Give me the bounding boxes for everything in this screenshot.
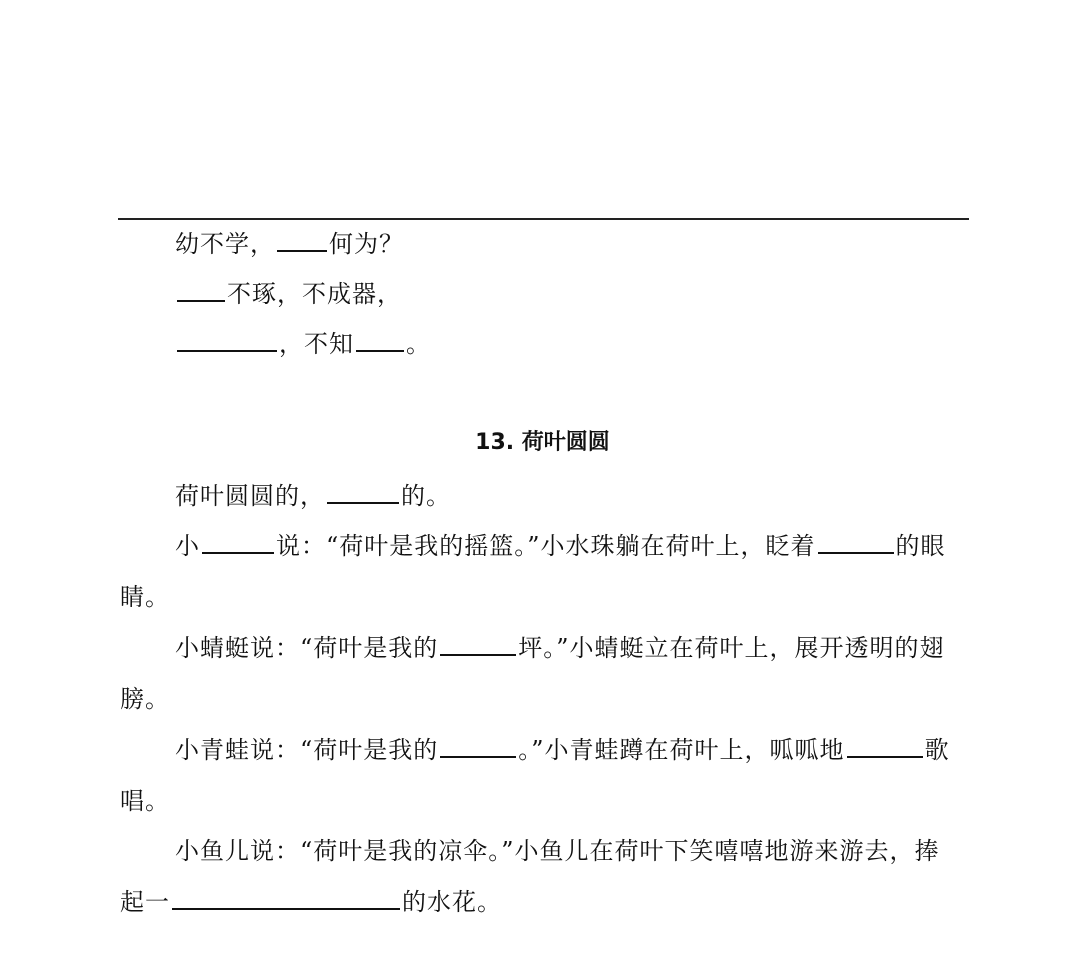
fill-blank[interactable] — [440, 734, 516, 758]
paragraph-text: 小鱼儿说：“荷叶是我的凉伞。”小鱼儿在荷叶下笑嘻嘻地游来游去，捧 — [175, 837, 940, 865]
paragraph-4-cont — [120, 786, 170, 816]
poem-text: ，不知 — [279, 330, 354, 358]
fill-blank[interactable] — [202, 530, 274, 554]
paragraph-text: 小青蛙说：“荷叶是我的 — [175, 736, 439, 764]
poem-line-3 — [175, 328, 431, 359]
paragraph-text: 歌 — [924, 736, 950, 764]
paragraph-3 — [175, 632, 945, 663]
paragraph-text: 起一 — [120, 888, 170, 916]
paragraph-text: 唱。 — [120, 787, 170, 815]
fill-blank[interactable] — [356, 328, 404, 352]
paragraph-text: 的眼 — [895, 532, 946, 560]
paragraph-3-cont — [120, 684, 170, 714]
paragraph-5 — [175, 836, 940, 866]
paragraph-2-cont — [120, 582, 170, 612]
paragraph-text: 荷叶圆圆的， — [175, 482, 325, 510]
fill-blank[interactable] — [440, 632, 516, 656]
poem-text: 不琢，不成器， — [227, 280, 402, 308]
paragraph-text: 。”小青蛙蹲在荷叶上，呱呱地 — [518, 736, 845, 764]
paragraph-text: 的水花。 — [402, 888, 502, 916]
paragraph-1 — [175, 480, 451, 511]
paragraph-text: 说：“荷叶是我的摇篮。”小水珠躺在荷叶上，眨着 — [276, 532, 816, 560]
poem-line-1 — [175, 228, 404, 259]
fill-blank[interactable] — [277, 228, 327, 252]
paragraph-text: 的。 — [401, 482, 451, 510]
poem-text: 。 — [406, 330, 431, 358]
paragraph-text: 睛。 — [120, 583, 170, 611]
fill-blank[interactable] — [177, 328, 277, 352]
fill-blank[interactable] — [177, 278, 225, 302]
paragraph-2 — [175, 530, 946, 561]
poem-line-2 — [175, 278, 402, 309]
paragraph-text: 坪。”小蜻蜓立在荷叶上，展开透明的翅 — [518, 634, 945, 662]
divider-line — [118, 218, 969, 220]
paragraph-text: 小蜻蜓说：“荷叶是我的 — [175, 634, 439, 662]
poem-text: 幼不学， — [175, 230, 275, 258]
fill-blank[interactable] — [847, 734, 923, 758]
lesson-title: 13. 荷叶圆圆 — [475, 430, 610, 455]
paragraph-text: 膀。 — [120, 685, 170, 713]
fill-blank[interactable] — [172, 886, 400, 910]
fill-blank[interactable] — [327, 480, 399, 504]
paragraph-5-cont — [120, 886, 502, 917]
poem-text: 何为？ — [329, 230, 404, 258]
fill-blank[interactable] — [818, 530, 894, 554]
paragraph-4 — [175, 734, 950, 765]
paragraph-text: 小 — [175, 532, 200, 560]
